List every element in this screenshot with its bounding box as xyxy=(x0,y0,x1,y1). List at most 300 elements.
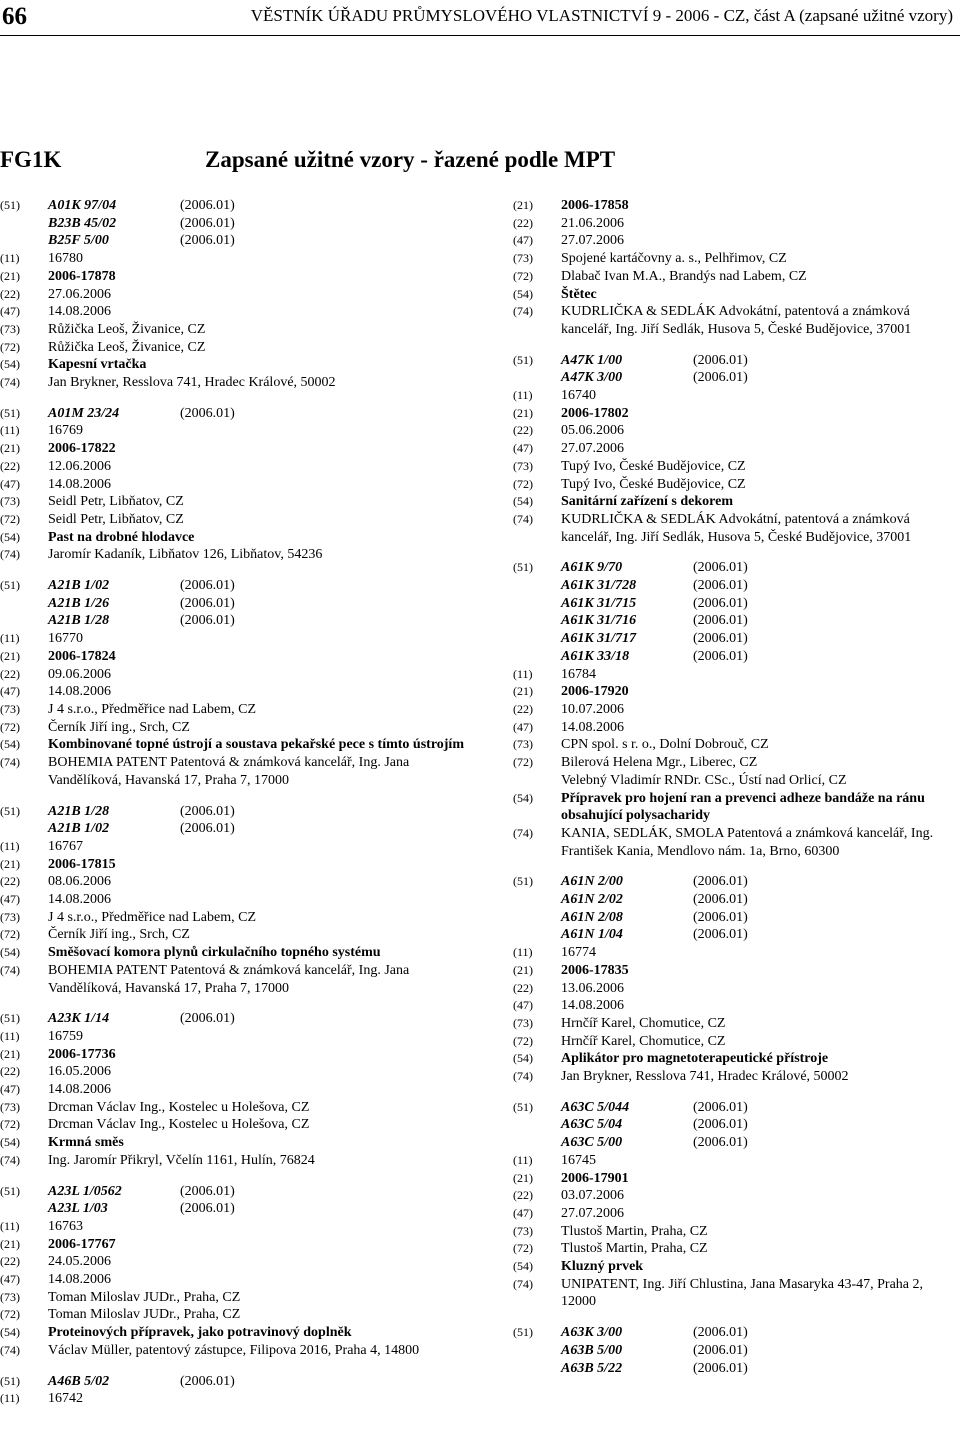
ipc-row xyxy=(513,612,953,630)
ipc-code: A61K 33/18 xyxy=(561,648,630,664)
field-code: (21) xyxy=(513,405,533,420)
publication-date: 14.08.2006 xyxy=(48,684,111,700)
ipc-class xyxy=(561,1099,953,1117)
number: 16742 xyxy=(48,1391,83,1407)
field-code: (22) xyxy=(513,980,533,995)
title: Krmná směs xyxy=(48,1135,124,1151)
title-row xyxy=(0,1324,470,1342)
originator-row xyxy=(513,1240,953,1258)
field-code: (21) xyxy=(0,648,20,663)
field-code: (22) xyxy=(0,286,20,301)
page-header xyxy=(0,0,960,40)
number: 16780 xyxy=(48,251,83,267)
ipc-row xyxy=(0,612,470,630)
number-row xyxy=(0,422,470,440)
owner: Tupý Ivo, České Budějovice, CZ xyxy=(561,458,746,474)
ipc-version: (2006.01) xyxy=(693,595,748,611)
patent-record xyxy=(0,405,470,564)
field-code: (51) xyxy=(513,1325,533,1340)
title-row xyxy=(513,493,953,511)
ipc-code: A61K 31/728 xyxy=(561,578,637,594)
agent: Jan Brykner, Resslova 741, Hradec Králové, 50002 xyxy=(561,1069,849,1085)
ipc-version: (2006.01) xyxy=(693,1117,748,1133)
ipc-code: A47K 3/00 xyxy=(561,370,623,386)
title-row xyxy=(513,286,953,304)
originator-row xyxy=(0,1306,470,1324)
ipc-code: A61K 31/717 xyxy=(561,631,637,647)
ipc-version: (2006.01) xyxy=(693,1342,748,1358)
application-number: 2006-17901 xyxy=(561,1170,629,1186)
field-code: (51) xyxy=(513,352,533,367)
field-code: (73) xyxy=(0,321,20,336)
field-code: (21) xyxy=(513,198,533,212)
field-code: (11) xyxy=(513,388,533,403)
agent-row xyxy=(0,374,470,392)
owner-row xyxy=(0,1099,470,1117)
journal-title: VĚSTNÍK ÚŘADU PRŮMYSLOVÉHO VLASTNICTVÍ 9 - 2006 - CZ, část A (zapsané užitné vzory) xyxy=(250,6,953,25)
filing-date-row xyxy=(0,666,470,684)
ipc-row xyxy=(513,909,953,927)
agent-row xyxy=(0,546,470,564)
field-code: (54) xyxy=(0,357,20,372)
filing-date: 03.07.2006 xyxy=(561,1188,624,1204)
ipc-version: (2006.01) xyxy=(693,352,748,368)
number-row xyxy=(0,630,470,648)
field-code: (21) xyxy=(0,268,20,283)
ipc-class xyxy=(561,926,953,944)
owner: Spojené kartáčovny a. s., Pelhřimov, CZ xyxy=(561,251,787,267)
title-row xyxy=(0,736,470,754)
field-code: (54) xyxy=(0,1135,20,1150)
ipc-class xyxy=(561,1116,953,1134)
owner-row xyxy=(513,1223,953,1241)
ipc-class xyxy=(48,612,470,630)
patent-record xyxy=(0,197,470,392)
originator-row xyxy=(513,754,953,772)
number-row xyxy=(513,1152,953,1170)
ipc-code: A01K 97/04 xyxy=(48,198,117,213)
ipc-code: A21B 1/28 xyxy=(48,803,110,819)
field-code: (73) xyxy=(513,251,533,266)
ipc-row xyxy=(0,1200,470,1218)
title-row xyxy=(513,790,953,825)
owner-row xyxy=(513,736,953,754)
publication-date: 14.08.2006 xyxy=(561,998,624,1014)
field-code: (54) xyxy=(513,286,533,301)
ipc-class xyxy=(561,1342,953,1360)
ipc-version: (2006.01) xyxy=(693,874,748,890)
agent: BOHEMIA PATENT Patentová & známková kancelář, Ing. Jana Vandělíková, Havanská 17, Praha 7, 17000 xyxy=(48,962,410,996)
ipc-class xyxy=(48,1010,470,1028)
field-code: (47) xyxy=(513,441,533,456)
field-code: (51) xyxy=(513,560,533,575)
section-code: FG1K xyxy=(0,147,62,172)
patent-record xyxy=(0,803,470,998)
field-code: (22) xyxy=(513,215,533,230)
title: Přípravek pro hojení ran a prevenci adheze bandáže na ránu obsahující polysacharidy xyxy=(561,790,925,824)
owner-row xyxy=(0,321,470,339)
application-number-row xyxy=(0,268,470,286)
ipc-class xyxy=(561,630,953,648)
ipc-row xyxy=(513,577,953,595)
ipc-version: (2006.01) xyxy=(180,613,235,629)
filing-date: 09.06.2006 xyxy=(48,666,111,682)
owner-row xyxy=(0,493,470,511)
field-code: (73) xyxy=(0,1099,20,1114)
ipc-code: A61N 2/02 xyxy=(561,892,623,908)
publication-date: 14.08.2006 xyxy=(48,304,111,320)
originator: Hrnčíř Karel, Chomutice, CZ xyxy=(561,1033,726,1049)
patent-record xyxy=(0,1010,470,1169)
ipc-class xyxy=(561,612,953,630)
agent-row xyxy=(513,1068,953,1086)
ipc-class xyxy=(48,820,470,838)
filing-date-row xyxy=(513,1187,953,1205)
ipc-row xyxy=(0,595,470,613)
agent-row xyxy=(513,1276,953,1311)
owner: Toman Miloslav JUDr., Praha, CZ xyxy=(48,1289,241,1305)
application-number-row xyxy=(513,197,953,215)
field-code: (51) xyxy=(513,874,533,889)
ipc-row xyxy=(513,559,953,577)
field-code: (72) xyxy=(0,1307,20,1322)
title: Kombinované topné ústrojí a soustava pekařské pece s tímto ústrojím xyxy=(48,737,464,753)
field-code: (22) xyxy=(0,458,20,473)
ipc-row xyxy=(0,232,470,250)
ipc-version: (2006.01) xyxy=(693,613,748,629)
field-code: (72) xyxy=(0,511,20,526)
application-number-row xyxy=(513,683,953,701)
field-code: (22) xyxy=(0,874,20,889)
ipc-version: (2006.01) xyxy=(180,578,235,594)
application-number-row xyxy=(513,405,953,423)
number: 16769 xyxy=(48,423,83,439)
field-code: (72) xyxy=(513,1033,533,1048)
ipc-version: (2006.01) xyxy=(693,1099,748,1115)
application-number-row xyxy=(513,1170,953,1188)
agent: KANIA, SEDLÁK, SMOLA Patentová a známková kancelář, Ing. František Kania, Mendlovo nám. 1a, Brno, 60300 xyxy=(561,825,934,859)
ipc-class xyxy=(48,803,470,821)
ipc-row xyxy=(513,352,953,370)
filing-date: 13.06.2006 xyxy=(561,980,624,996)
field-code: (21) xyxy=(0,856,20,871)
originator: Drcman Václav Ing., Kostelec u Holešova, CZ xyxy=(48,1117,310,1133)
title: Kapesní vrtačka xyxy=(48,357,147,373)
ipc-row xyxy=(0,197,470,215)
left-column xyxy=(0,197,470,1421)
field-code: (51) xyxy=(513,1099,533,1114)
ipc-row xyxy=(513,1099,953,1117)
ipc-version: (2006.01) xyxy=(180,405,235,421)
filing-date: 21.06.2006 xyxy=(561,215,624,231)
ipc-code: A63C 5/04 xyxy=(561,1117,623,1133)
number-row xyxy=(0,1390,470,1408)
originator: Tlustoš Martin, Praha, CZ xyxy=(561,1241,708,1257)
application-number: 2006-17835 xyxy=(561,962,629,978)
ipc-class xyxy=(561,577,953,595)
ipc-code: A63C 5/044 xyxy=(561,1099,630,1115)
field-code: (74) xyxy=(0,1342,20,1357)
filing-date-row xyxy=(0,286,470,304)
ipc-row xyxy=(0,577,470,595)
ipc-code: A23K 1/14 xyxy=(48,1011,110,1027)
field-code: (11) xyxy=(513,945,533,960)
application-number-row xyxy=(0,1236,470,1254)
field-code: (54) xyxy=(513,1051,533,1066)
field-code: (51) xyxy=(0,578,20,593)
ipc-class xyxy=(561,909,953,927)
publication-date: 14.08.2006 xyxy=(48,476,111,492)
owner-row xyxy=(513,250,953,268)
filing-date: 27.06.2006 xyxy=(48,286,111,302)
ipc-class xyxy=(48,232,470,250)
owner-row xyxy=(513,1015,953,1033)
number: 16784 xyxy=(561,666,596,682)
originator-row xyxy=(0,926,470,944)
publication-date-row xyxy=(513,1205,953,1223)
ipc-class xyxy=(561,1360,953,1378)
field-code: (74) xyxy=(0,962,20,977)
ipc-class xyxy=(561,891,953,909)
ipc-row xyxy=(0,803,470,821)
ipc-version: (2006.01) xyxy=(693,1135,748,1151)
ipc-row xyxy=(0,1010,470,1028)
filing-date: 12.06.2006 xyxy=(48,458,111,474)
field-code: (73) xyxy=(0,909,20,924)
field-code: (22) xyxy=(513,701,533,716)
application-number: 2006-17815 xyxy=(48,856,116,872)
ipc-row xyxy=(513,926,953,944)
field-code: (54) xyxy=(0,529,20,544)
owner: Drcman Václav Ing., Kostelec u Holešova, CZ xyxy=(48,1099,310,1115)
owner-row xyxy=(0,1289,470,1307)
field-code: (11) xyxy=(0,423,20,438)
number: 16767 xyxy=(48,838,83,854)
ipc-version: (2006.01) xyxy=(693,578,748,594)
field-code: (47) xyxy=(0,304,20,319)
ipc-version: (2006.01) xyxy=(180,1373,235,1389)
filing-date-row xyxy=(0,1063,470,1081)
ipc-row xyxy=(513,1134,953,1152)
field-code: (73) xyxy=(513,1223,533,1238)
owner: CPN spol. s r. o., Dolní Dobrouč, CZ xyxy=(561,737,769,753)
application-number-row xyxy=(513,962,953,980)
number: 16770 xyxy=(48,631,83,647)
number: 16774 xyxy=(561,945,596,961)
field-code: (72) xyxy=(513,755,533,770)
patent-record xyxy=(0,577,470,789)
ipc-version: (2006.01) xyxy=(180,821,235,837)
field-code: (51) xyxy=(0,405,20,420)
field-code: (73) xyxy=(513,737,533,752)
publication-date-row xyxy=(0,476,470,494)
field-code: (47) xyxy=(0,892,20,907)
field-code: (21) xyxy=(0,1046,20,1061)
publication-date-row xyxy=(0,891,470,909)
title: Sanitární zařízení s dekorem xyxy=(561,494,734,510)
originator: Bilerová Helena Mgr., Liberec, CZ xyxy=(561,755,758,771)
field-code: (21) xyxy=(513,962,533,977)
field-code: (22) xyxy=(0,666,20,681)
field-code: (22) xyxy=(0,1064,20,1079)
publication-date: 14.08.2006 xyxy=(561,719,624,735)
title-row xyxy=(0,529,470,547)
owner: Tlustoš Martin, Praha, CZ xyxy=(561,1223,708,1239)
ipc-version: (2006.01) xyxy=(693,1325,748,1341)
owner-row xyxy=(513,458,953,476)
field-code: (11) xyxy=(0,251,20,266)
filing-date: 10.07.2006 xyxy=(561,701,624,717)
patent-record xyxy=(0,1183,470,1360)
agent: Jan Brykner, Resslova 741, Hradec Králové, 50002 xyxy=(48,375,336,391)
ipc-class xyxy=(561,369,953,387)
field-code: (72) xyxy=(0,1117,20,1132)
originator-secondary-row xyxy=(513,772,953,790)
ipc-code: A23L 1/03 xyxy=(48,1201,108,1217)
ipc-code: A47K 1/00 xyxy=(561,352,623,368)
title: Proteinových přípravek, jako potravinový doplněk xyxy=(48,1325,352,1341)
number-row xyxy=(0,1218,470,1236)
agent-row xyxy=(0,962,470,997)
ipc-code: A23L 1/0562 xyxy=(48,1183,122,1199)
title: Aplikátor pro magnetoterapeutické přístroje xyxy=(561,1051,829,1067)
ipc-code: B25F 5/00 xyxy=(48,233,109,249)
ipc-code: A61K 31/715 xyxy=(561,595,637,611)
field-code: (11) xyxy=(513,666,533,681)
publication-date: 14.08.2006 xyxy=(48,1082,111,1098)
application-number: 2006-17767 xyxy=(48,1236,116,1252)
ipc-row xyxy=(513,369,953,387)
agent: KUDRLIČKA & SEDLÁK Advokátní, patentová a známková kancelář, Ing. Jiří Sedlák, Husova 5, České Budějovice, 37001 xyxy=(561,304,912,337)
ipc-code: A46B 5/02 xyxy=(48,1373,110,1389)
ipc-row xyxy=(513,1342,953,1360)
filing-date-row xyxy=(0,873,470,891)
ipc-version: (2006.01) xyxy=(180,215,235,231)
field-code: (72) xyxy=(513,268,533,283)
field-code: (11) xyxy=(0,1391,20,1406)
filing-date-row xyxy=(0,458,470,476)
ipc-class xyxy=(48,595,470,613)
ipc-code: A21B 1/02 xyxy=(48,821,110,837)
ipc-version: (2006.01) xyxy=(693,560,748,576)
originator: Tupý Ivo, České Budějovice, CZ xyxy=(561,476,746,492)
field-code: (54) xyxy=(0,945,20,960)
ipc-row xyxy=(0,820,470,838)
section-title: Zapsané užitné vzory - řazené podle MPT xyxy=(205,147,616,172)
originator: Seidl Petr, Libňatov, CZ xyxy=(48,511,184,527)
originator-row xyxy=(0,719,470,737)
field-code: (54) xyxy=(0,1325,20,1340)
filing-date-row xyxy=(513,215,953,233)
title-row xyxy=(0,944,470,962)
application-number: 2006-17878 xyxy=(48,268,116,284)
patent-record xyxy=(513,197,953,339)
field-code: (72) xyxy=(0,719,20,734)
field-code: (72) xyxy=(0,339,20,354)
field-code: (21) xyxy=(513,684,533,699)
filing-date-row xyxy=(513,701,953,719)
owner-row xyxy=(0,909,470,927)
field-code: (54) xyxy=(513,1259,533,1274)
field-code: (47) xyxy=(513,998,533,1013)
ipc-class xyxy=(48,1200,470,1218)
publication-date-row xyxy=(513,440,953,458)
field-code: (73) xyxy=(0,494,20,509)
originator: Růžička Leoš, Živanice, CZ xyxy=(48,339,206,355)
title-row xyxy=(0,1134,470,1152)
ipc-code: A21B 1/26 xyxy=(48,595,110,611)
ipc-row xyxy=(513,630,953,648)
application-number: 2006-17736 xyxy=(48,1046,116,1062)
field-code: (74) xyxy=(0,1152,20,1167)
ipc-row xyxy=(513,1360,953,1378)
ipc-version: (2006.01) xyxy=(180,198,235,213)
application-number: 2006-17822 xyxy=(48,441,116,457)
ipc-version: (2006.01) xyxy=(693,909,748,925)
ipc-row xyxy=(513,648,953,666)
ipc-code: A21B 1/02 xyxy=(48,578,110,594)
ipc-version: (2006.01) xyxy=(180,595,235,611)
agent: UNIPATENT, Ing. Jiří Chlustina, Jana Masaryka 43-47, Praha 2, 12000 xyxy=(561,1276,924,1310)
field-code: (47) xyxy=(513,233,533,248)
ipc-row xyxy=(0,215,470,233)
application-number: 2006-17920 xyxy=(561,684,629,700)
field-code: (73) xyxy=(513,458,533,473)
title-row xyxy=(513,1050,953,1068)
field-code: (54) xyxy=(0,737,20,752)
ipc-class xyxy=(48,1373,470,1391)
title: Štětec xyxy=(561,286,597,302)
application-number-row xyxy=(0,856,470,874)
agent: BOHEMIA PATENT Patentová & známková kancelář, Ing. Jana Vandělíková, Havanská 17, Praha 7, 17000 xyxy=(48,755,410,788)
ipc-code: A21B 1/28 xyxy=(48,613,110,629)
ipc-row xyxy=(0,1183,470,1201)
ipc-row xyxy=(513,595,953,613)
owner: Růžička Leoš, Živanice, CZ xyxy=(48,321,206,337)
ipc-row xyxy=(513,1324,953,1342)
ipc-code: A61K 9/70 xyxy=(561,560,623,576)
field-code: (74) xyxy=(513,511,533,526)
agent-row xyxy=(513,303,953,338)
owner: Hrnčíř Karel, Chomutice, CZ xyxy=(561,1015,726,1031)
ipc-code: A63C 5/00 xyxy=(561,1135,623,1151)
field-code: (22) xyxy=(0,1254,20,1269)
title: Směšovací komora plynů cirkulačního topného systému xyxy=(48,945,381,961)
ipc-class xyxy=(561,873,953,891)
patent-record xyxy=(513,352,953,547)
field-code: (11) xyxy=(0,1218,20,1233)
field-code: (74) xyxy=(513,1276,533,1291)
title-row xyxy=(0,356,470,374)
originator-row xyxy=(0,339,470,357)
field-code: (54) xyxy=(513,494,533,509)
originator-row xyxy=(0,511,470,529)
publication-date: 14.08.2006 xyxy=(48,1272,111,1288)
number: 16740 xyxy=(561,388,596,404)
originator-secondary: Velebný Vladimír RNDr. CSc., Ústí nad Orlicí, CZ xyxy=(561,772,847,788)
field-code: (51) xyxy=(0,1011,20,1026)
application-number: 2006-17858 xyxy=(561,198,629,213)
field-code: (73) xyxy=(513,1015,533,1030)
number-row xyxy=(0,1028,470,1046)
filing-date: 08.06.2006 xyxy=(48,874,111,890)
agent: KUDRLIČKA & SEDLÁK Advokátní, patentová a známková kancelář, Ing. Jiří Sedlák, Husova 5, České Budějovice, 37001 xyxy=(561,511,912,545)
ipc-class xyxy=(561,595,953,613)
number-row xyxy=(513,387,953,405)
field-code: (74) xyxy=(513,825,533,840)
ipc-version: (2006.01) xyxy=(180,803,235,819)
field-code: (47) xyxy=(0,476,20,491)
